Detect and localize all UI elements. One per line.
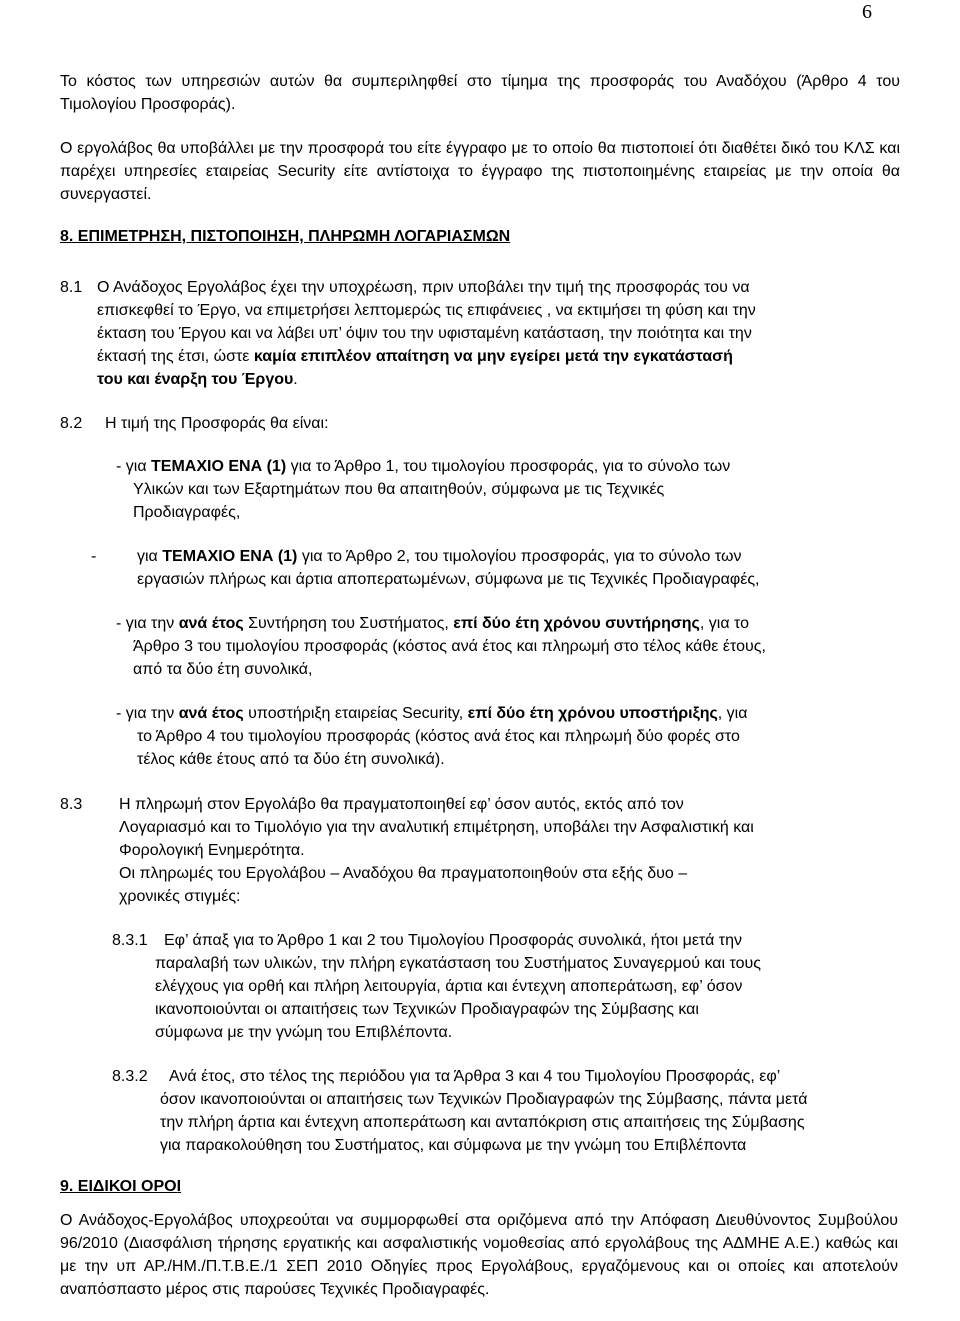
bullet-item-2 — [137, 545, 741, 568]
bullet-emphasis: επί δύο έτη χρόνου υποστήριξης — [467, 705, 718, 722]
section-8-3-2-line: την πλήρη άρτια και έντεχνη αποπεράτωση και ανταπόκριση στις απαιτήσεις της Σύμβασης — [160, 1114, 805, 1131]
bullet-text: για το Άρθρο 2, του τιμολογίου προσφοράς, για το σύνολο των — [297, 548, 742, 565]
section-8-3-2-line: όσον ικανοποιούνται οι απαιτήσεις των Τεχνικών Προδιαγραφών της Σύμβασης, πάντα μετά — [160, 1091, 808, 1108]
bullet-text: για — [137, 548, 163, 565]
bullet-item-4-line: τέλος κάθε έτους από τα δύο έτη συνολικά). — [137, 751, 445, 768]
section-8-3-line: Οι πληρωμές του Εργολάβου – Αναδόχου θα πραγματοποιηθούν στα εξής δυο – — [119, 865, 688, 882]
section-8-3-line: Φορολογική Ενημερότητα. — [119, 842, 305, 859]
section-9-heading: 9. ΕΙΔΙΚΟΙ ΟΡΟΙ — [60, 1178, 182, 1195]
bullet-item-3 — [116, 612, 749, 635]
intro-paragraph-1: Το κόστος των υπηρεσιών αυτών θα συμπεριληφθεί στο τίμημα της προσφοράς του Αναδόχου (Άρθρο 4 του Τιμολογίου Προσφοράς). — [60, 73, 900, 113]
bullet-item-4-line: το Άρθρο 4 του τιμολογίου προσφοράς (κόστος ανά έτος και πληρωμή δύο φορές στο — [137, 728, 740, 745]
bullet-text: Συντήρηση του Συστήματος, — [243, 615, 454, 632]
section-8-1-line — [97, 345, 733, 368]
bullet-item-1 — [116, 455, 730, 478]
section-8-3-1-line: παραλαβή των υλικών, την πλήρη εγκατάσταση του Συστήματος Συναγερμού και τους — [155, 955, 761, 972]
section-8-1-emphasis: καμία επιπλέον απαίτηση να μην εγείρει μετά την εγκατάστασή — [253, 348, 733, 365]
bullet-text: για το Άρθρο 1, του τιμολογίου προσφοράς, για το σύνολο των — [286, 458, 731, 475]
bullet-text: - για την — [116, 705, 179, 722]
bullet-emphasis: επί δύο έτη χρόνου συντήρησης — [453, 615, 700, 632]
bullet-item-3-line: από τα δύο έτη συνολικά, — [133, 661, 313, 678]
section-9-paragraph: Ο Ανάδοχος-Εργολάβος υποχρεούται να συμμορφωθεί στα οριζόμενα από την Απόφαση Διευθύνοντος Συμβούλου 96/2010 (Διασφάλιση τήρησης εργατικής και ασφαλιστικής νομοθεσίας από εργολάβους της ΑΔΜΗΕ Α.Ε.) καθώς και με την υπ ΑΡ./ΗΜ./Π.Τ.Β.Ε./1 ΣΕΠ 2010 Οδηγίες προς Εργολάβους, εργαζόμενους και οι οποίες και αποτελούν αναπόσπαστο μέρος στις παρούσες Τεχνικές Προδιαγραφές. — [60, 1212, 898, 1298]
section-8-3-1-number: 8.3.1 — [112, 932, 148, 949]
section-8-3-line: Η πληρωμή στον Εργολάβο θα πραγματοποιηθεί εφ’ όσον αυτός, εκτός από τον — [119, 796, 684, 813]
bullet-item-1-line: Προδιαγραφές, — [133, 504, 241, 521]
section-8-3-1-line: Εφ’ άπαξ για το Άρθρο 1 και 2 του Τιμολογίου Προσφοράς συνολικά, ήτοι μετά την — [164, 932, 742, 949]
section-8-3-2-line: για παρακολούθηση του Συστήματος, και σύμφωνα με την γνώμη του Επιβλέποντα — [160, 1137, 747, 1154]
bullet-emphasis: ΤΕΜΑΧΙΟ ΕΝΑ (1) — [162, 548, 298, 565]
section-8-3-1-line: ελέγχους για ορθή και πλήρη λειτουργία, άρτια και έντεχνη αποπεράτωση, εφ’ όσον — [155, 978, 743, 995]
bullet-item-2-line: εργασιών πλήρως και άρτια αποπερατωμένων, σύμφωνα με τις Τεχνικές Προδιαγραφές, — [137, 571, 760, 588]
section-8-2-number: 8.2 — [60, 415, 83, 432]
bullet-emphasis: ΤΕΜΑΧΙΟ ΕΝΑ (1) — [151, 458, 287, 475]
intro-paragraph-2: Ο εργολάβος θα υποβάλλει με την προσφορά του είτε έγγραφο με το οποίο θα πιστοποιεί ότι διαθέτει δικό του ΚΛΣ και παρέχει υπηρεσίες εταιρείας Security είτε αντίστοιχα το έγγραφο της πιστοποιημένης εταιρείας με την οποία θα συνεργαστεί. — [60, 140, 900, 203]
bullet-item-4 — [116, 702, 747, 725]
bullet-text: , για το — [699, 615, 750, 632]
bullet-text: - για την — [116, 615, 179, 632]
section-8-1-line — [97, 368, 298, 391]
section-8-1-line: έκταση του Έργου και να λάβει υπ’ όψιν του την υφισταμένη κατάσταση, την ποιότητα και την — [97, 325, 752, 342]
section-8-3-2-line: Ανά έτος, στο τέλος της περιόδου για τα Άρθρα 3 και 4 του Τιμολογίου Προσφοράς, εφ’ — [169, 1068, 781, 1085]
bullet-text: υποστήριξη εταιρείας Security, — [243, 705, 468, 722]
section-8-1-line: Ο Ανάδοχος Εργολάβος έχει την υποχρέωση, πριν υποβάλει την τιμή της προσφοράς του να — [97, 279, 750, 296]
bullet-item-2-dash: - — [91, 548, 97, 565]
bullet-text: , για — [717, 705, 748, 722]
bullet-emphasis: ανά έτος — [178, 615, 244, 632]
section-8-1-emphasis: του και έναρξη του Έργου — [97, 371, 294, 388]
section-8-3-number: 8.3 — [60, 796, 83, 813]
bullet-item-1-line: Υλικών και των Εξαρτημάτων που θα απαιτηθούν, σύμφωνα με τις Τεχνικές — [133, 481, 665, 498]
section-8-heading: 8. ΕΠΙΜΕΤΡΗΣΗ, ΠΙΣΤΟΠΟΙΗΣΗ, ΠΛΗΡΩΜΗ ΛΟΓΑΡΙΑΣΜΩΝ — [60, 228, 511, 245]
section-8-3-line: Λογαριασμό και το Τιμολόγιο για την αναλυτική επιμέτρηση, υποβάλει την Ασφαλιστική και — [119, 819, 754, 836]
section-8-3-2-number: 8.3.2 — [112, 1068, 148, 1085]
section-8-3-line: χρονικές στιγμές: — [119, 888, 241, 905]
section-8-2-text: Η τιμή της Προσφοράς θα είναι: — [105, 415, 329, 432]
section-8-1-line: επισκεφθεί το Έργο, να επιμετρήσει λεπτομερώς τις επιφάνειες , να εκτιμήσει τη φύση και την — [97, 302, 756, 319]
page-number: 6 — [862, 1, 872, 23]
bullet-emphasis: ανά έτος — [178, 705, 244, 722]
section-8-3-1-line: ικανοποιούνται οι απαιτήσεις των Τεχνικών Προδιαγραφών της Σύμβασης και — [155, 1001, 699, 1018]
section-8-1-text: . — [293, 371, 298, 388]
section-8-3-1-line: σύμφωνα με την γνώμη του Επιβλέποντα. — [155, 1024, 453, 1041]
section-8-1-text: έκτασή της έτσι, ώστε — [97, 348, 254, 365]
bullet-item-3-line: Άρθρο 3 του τιμολογίου προσφοράς (κόστος ανά έτος και πληρωμή στο τέλος κάθε έτους, — [133, 638, 766, 655]
section-8-1-number: 8.1 — [60, 279, 83, 296]
bullet-text: - για — [116, 458, 152, 475]
